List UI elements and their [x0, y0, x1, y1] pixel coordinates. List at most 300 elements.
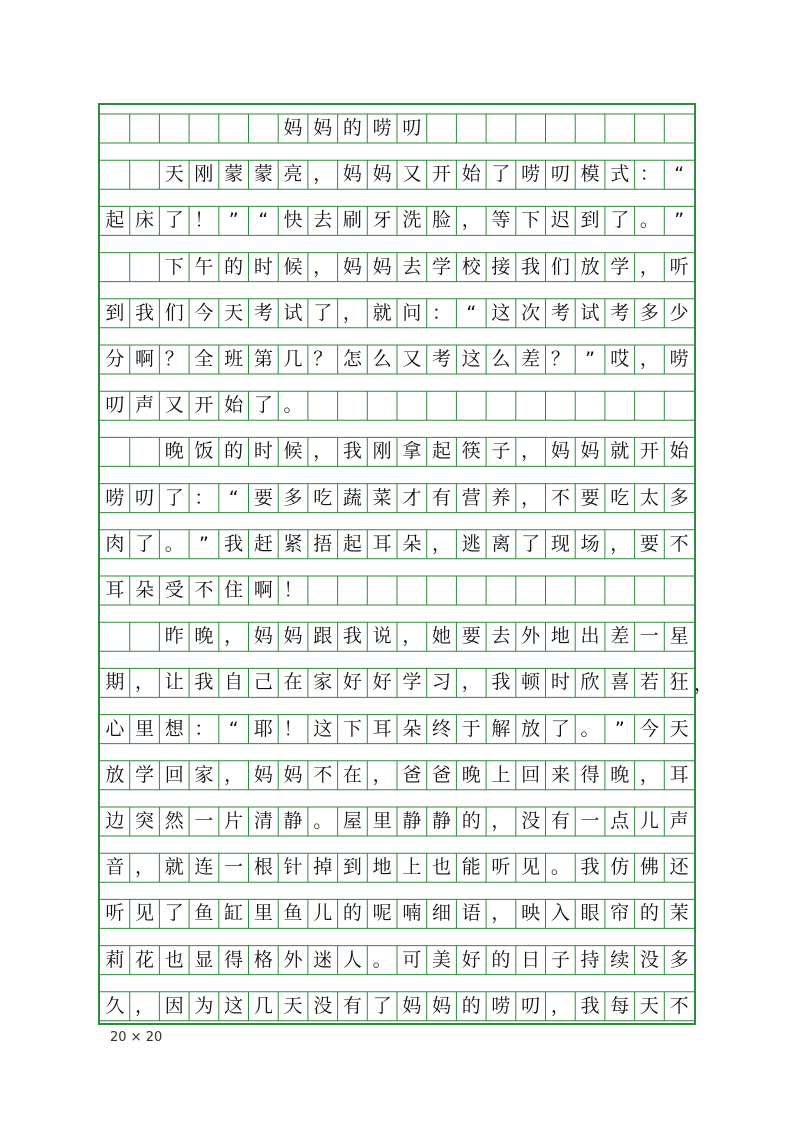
grid-cell	[427, 114, 457, 143]
grid-cell: 地	[372, 856, 392, 879]
grid-cell: 吃	[610, 486, 630, 509]
grid-cell: 习	[432, 671, 452, 694]
grid-cell: 多	[669, 948, 689, 971]
grid-cell: 久	[105, 994, 125, 1017]
grid-cell	[130, 114, 160, 143]
grid-row	[100, 114, 694, 143]
grid-cell: 叨	[521, 994, 541, 1017]
grid-cell: 拿	[402, 440, 422, 463]
grid-cell: ，	[521, 440, 541, 463]
grid-cell: 持	[580, 948, 600, 971]
grid-cell: ，	[521, 486, 541, 509]
grid-cell: “	[228, 717, 239, 740]
grid-cell: “	[228, 486, 239, 509]
grid-cell: 离	[491, 532, 511, 555]
grid-cell: 等	[491, 209, 511, 232]
grid-cell: 好	[461, 948, 481, 971]
grid-cell	[249, 114, 279, 143]
grid-cell: 声	[669, 810, 689, 832]
grid-cell: 连	[194, 856, 214, 879]
grid-cell: 妈	[432, 994, 452, 1017]
grid-cell: 妈	[283, 763, 303, 786]
grid-cell: 紧	[283, 532, 303, 555]
grid-cell: 我	[580, 856, 600, 879]
grid-cell: 受	[164, 579, 184, 601]
grid-cell: ，	[491, 810, 511, 832]
grid-cell: 喜	[610, 671, 630, 694]
grid-cell: 学	[402, 671, 422, 694]
grid-cell: 家	[313, 671, 333, 694]
grid-cell: 莉	[105, 948, 125, 971]
grid-cell: 下	[521, 209, 541, 232]
grid-cell: ？	[550, 348, 570, 370]
grid-cell: 点	[610, 810, 630, 832]
grid-cell: 。	[283, 394, 303, 417]
grid-row	[100, 437, 694, 466]
grid-cell: 去	[491, 625, 511, 648]
grid-cell: 妈	[253, 763, 273, 786]
grid-cell: 啊	[253, 579, 273, 601]
grid-cell: 叨	[402, 117, 422, 139]
grid-cell: 期	[105, 671, 125, 694]
grid-cell: 。	[372, 948, 392, 971]
grid-cell: 叨	[105, 394, 125, 417]
grid-cell: 逃	[461, 532, 481, 555]
grid-cell: 要	[639, 532, 659, 555]
grid-cell: 呢	[372, 902, 392, 925]
grid-cell: 才	[402, 486, 422, 509]
grid-cell: 妈	[372, 255, 392, 278]
grid-cell: 了	[164, 486, 184, 509]
grid-cell: 捂	[313, 532, 333, 555]
grid-cell: 朵	[402, 532, 422, 555]
grid-cell: 天	[164, 163, 184, 186]
grid-cell: ，	[461, 209, 481, 232]
grid-cell: 叨	[135, 486, 155, 509]
grid-cell	[100, 437, 130, 466]
grid-cell: 洗	[402, 209, 422, 232]
grid-cell: 声	[135, 394, 155, 417]
grid-cell: 太	[639, 486, 659, 509]
grid-cell	[100, 622, 130, 651]
grid-cell: 然	[164, 810, 184, 832]
grid-cell: 几	[283, 348, 303, 370]
grid-cell: 。	[639, 209, 659, 232]
grid-cell: 爸	[432, 763, 452, 786]
grid-cell: 我	[342, 625, 362, 648]
grid-cell: 了	[491, 163, 511, 186]
grid-cell: “	[674, 163, 685, 186]
grid-cell: 根	[253, 856, 273, 879]
grid-cell: ，	[550, 994, 570, 1017]
grid-cell: 住	[224, 579, 244, 601]
grid-cell	[130, 622, 160, 651]
grid-cell: ”	[614, 717, 625, 740]
grid-cell: 晚	[194, 625, 214, 648]
grid-cell: 我	[580, 994, 600, 1017]
grid-cell	[100, 160, 130, 189]
grid-cell: ，	[402, 625, 422, 648]
grid-cell: 映	[521, 902, 541, 925]
grid-cell: ，	[313, 255, 333, 278]
grid-cell: 又	[164, 394, 184, 417]
grid-cell: 菜	[372, 486, 392, 509]
grid-cell: 我	[521, 255, 541, 278]
grid-cell: 这	[491, 301, 511, 324]
grid-cell: 天	[224, 301, 244, 324]
grid-cell: 唠	[105, 486, 125, 509]
grid-row	[100, 853, 694, 882]
grid-cell: 在	[283, 671, 303, 694]
grid-cell: 考	[550, 301, 570, 324]
grid-cell: 音	[105, 856, 125, 879]
grid-cell: 试	[283, 301, 303, 324]
grid-cell: 开	[194, 394, 214, 417]
grid-cell: 下	[164, 255, 184, 278]
grid-cell: 场	[580, 532, 600, 555]
grid-cell: 没	[639, 948, 659, 971]
grid-cell: 现	[550, 532, 570, 555]
grid-cell: 学	[610, 255, 630, 278]
grid-cell: 听	[491, 856, 511, 879]
grid-cell: 叨	[550, 163, 570, 186]
grid-row	[100, 622, 694, 651]
grid-cell: 学	[135, 763, 155, 786]
grid-cell: 因	[164, 994, 184, 1017]
grid-cell: 蔬	[342, 486, 362, 509]
grid-row	[100, 391, 694, 420]
grid-cell: 听	[105, 902, 125, 925]
grid-cell: 唠	[521, 163, 541, 186]
grid-cell: 一	[224, 856, 244, 879]
grid-cell: 了	[550, 717, 570, 740]
grid-cell: 了	[253, 394, 273, 417]
grid-cell: 我	[342, 440, 362, 463]
grid-cell: 外	[521, 625, 541, 648]
grid-cell: 全	[194, 348, 214, 370]
grid-cell: 不	[669, 994, 689, 1017]
grid-cell: 有	[342, 994, 362, 1017]
grid-cell: 天	[639, 994, 659, 1017]
grid-cell: 让	[164, 671, 184, 694]
grid-cell: 静	[432, 810, 452, 832]
grid-cell: 的	[224, 255, 244, 278]
grid-cell: 回	[164, 763, 184, 786]
grid-cell: 晚	[461, 763, 481, 786]
grid-cell: 了	[164, 902, 184, 925]
grid-cell: 今	[639, 717, 659, 740]
grid-cell: 终	[432, 717, 452, 740]
grid-cell: 蒙	[224, 163, 244, 186]
grid-cell: ，	[639, 348, 659, 370]
grid-cell: 考	[432, 348, 452, 370]
grid-row	[100, 807, 694, 836]
grid-cell: 我	[194, 671, 214, 694]
grid-cell: 还	[669, 856, 689, 879]
grid-cell: 始	[224, 394, 244, 417]
grid-size-label: 20 × 20	[110, 1030, 163, 1045]
grid-cell: 就	[372, 301, 392, 324]
grid-cell: 晚	[164, 440, 184, 463]
grid-cell: 不	[313, 763, 333, 786]
grid-cell	[130, 160, 160, 189]
grid-cell: ”	[199, 532, 209, 555]
grid-cell: ，	[224, 625, 244, 648]
grid-cell: 来	[550, 763, 570, 786]
grid-cell: 妈	[550, 440, 570, 463]
grid-cell: 。	[580, 717, 600, 740]
grid-row	[100, 206, 694, 235]
grid-cell: 她	[432, 625, 452, 648]
grid-cell: 。	[550, 856, 570, 879]
grid-cell: ，	[224, 763, 244, 786]
grid-cell: ！	[283, 579, 303, 601]
grid-cell: 一	[639, 625, 659, 648]
grid-cell: 就	[610, 440, 630, 463]
grid-cell: 亮	[283, 163, 303, 186]
grid-cell: 鱼	[194, 902, 214, 925]
grid-cell: 牙	[372, 209, 392, 232]
grid-cell: ，	[135, 671, 155, 694]
grid-cell: 了	[164, 209, 184, 232]
grid-cell: 花	[135, 948, 155, 971]
grid-cell: 时	[550, 671, 570, 694]
grid-cell: 细	[432, 902, 452, 925]
grid-cell: 续	[610, 948, 630, 971]
grid-cell: 唠	[372, 117, 392, 139]
grid-cell: 若	[639, 671, 659, 694]
grid-cell: 人	[342, 948, 362, 971]
grid-row	[100, 668, 714, 697]
grid-cell: 去	[313, 209, 333, 232]
grid-cell: 么	[491, 348, 511, 370]
grid-cell: 饭	[194, 440, 214, 463]
grid-cell: 妈	[342, 255, 362, 278]
grid-cell: 第	[253, 348, 273, 370]
grid-cell: 下	[342, 717, 362, 740]
grid-cell: 片	[224, 810, 244, 832]
grid-cell: ：	[194, 717, 214, 740]
overflow-punctuation: ，	[694, 673, 714, 696]
grid-cell: 清	[253, 810, 273, 832]
grid-cell: ，	[372, 763, 392, 786]
grid-cell: 午	[194, 255, 214, 278]
grid-cell: 去	[402, 255, 422, 278]
grid-cell: 美	[432, 948, 452, 971]
grid-cell: 校	[461, 255, 481, 278]
grid-cell	[130, 437, 160, 466]
grid-cell: 的	[342, 902, 362, 925]
grid-cell: 语	[461, 902, 481, 925]
grid-cell: 今	[194, 301, 214, 324]
grid-cell: ：	[639, 163, 659, 186]
grid-cell: 眼	[580, 902, 600, 925]
grid-lines	[100, 105, 694, 1023]
grid-cell: 妈	[283, 117, 303, 139]
grid-cell: 要	[253, 486, 273, 509]
grid-cell: ，	[135, 856, 155, 879]
grid-cell: 唠	[491, 994, 511, 1017]
grid-cell: 哎	[610, 348, 630, 370]
grid-cell: 己	[253, 671, 273, 694]
grid-cell: 爸	[402, 763, 422, 786]
grid-cell: 得	[580, 763, 600, 786]
grid-cell: 营	[461, 486, 481, 509]
grid-cell: ：	[194, 486, 214, 509]
grid-cell: 的	[461, 994, 481, 1017]
grid-cell: 分	[105, 348, 125, 370]
grid-cell: 试	[580, 301, 600, 324]
grid-cell: 见	[521, 856, 541, 879]
grid-cell: 耳	[105, 579, 125, 601]
grid-cell: 儿	[639, 810, 659, 832]
grid-cell: 有	[550, 810, 570, 832]
grid-cell	[516, 114, 546, 143]
grid-cell: 了	[135, 532, 155, 555]
grid-cell: 茉	[669, 902, 689, 925]
grid-cell	[189, 114, 219, 143]
grid-cell: ！	[283, 717, 303, 740]
grid-cell: 突	[135, 810, 155, 832]
grid-cell: 多	[669, 486, 689, 509]
grid-cell: 差	[610, 625, 630, 648]
grid-cell: 可	[402, 948, 422, 971]
grid-cell: 们	[164, 301, 184, 324]
grid-cell: 里	[135, 717, 155, 740]
grid-cell: ：	[432, 301, 452, 324]
grid-cell: 鱼	[283, 902, 303, 925]
grid-cell: 回	[521, 763, 541, 786]
grid-cell: 刚	[372, 440, 392, 463]
grid-cell: 了	[521, 532, 541, 555]
grid-cell: 上	[402, 856, 422, 879]
grid-cell: 怎	[342, 348, 362, 370]
grid-cell: 到	[580, 209, 600, 232]
grid-cell: 式	[610, 163, 630, 186]
grid-cell: 朵	[135, 579, 155, 601]
grid-cell: 自	[224, 671, 244, 694]
grid-cell: 开	[432, 163, 452, 186]
grid-cell: 要	[580, 486, 600, 509]
grid-cell: 也	[164, 948, 184, 971]
grid-cell: 见	[135, 902, 155, 925]
grid-cell: 了	[313, 301, 333, 324]
grid-cell: 脸	[432, 209, 452, 232]
grid-cell	[546, 114, 576, 143]
grid-cell: 差	[521, 348, 541, 370]
grid-cell: 放	[105, 763, 125, 786]
grid-cell: 不	[669, 532, 689, 555]
grid-cell: 缸	[224, 902, 244, 925]
grid-cell: 妈	[313, 117, 333, 139]
grid-cell: ，	[432, 532, 452, 555]
grid-cell: 里	[372, 810, 392, 832]
grid-cell: 出	[580, 625, 600, 648]
grid-cell: 听	[669, 255, 689, 278]
grid-row	[100, 484, 694, 513]
grid-cell: 迷	[313, 948, 333, 971]
grid-cell: 放	[521, 717, 541, 740]
grid-cell: 入	[550, 902, 570, 925]
grid-cell: 学	[432, 255, 452, 278]
grid-cell: 静	[402, 810, 422, 832]
grid-cell: 一	[580, 810, 600, 832]
grid-cell: ”	[585, 348, 595, 370]
grid-cell	[130, 253, 160, 282]
grid-cell: 妈	[372, 163, 392, 186]
grid-cell: 考	[253, 301, 273, 324]
grid-cell: 欣	[580, 671, 600, 694]
grid-cell: 起	[105, 209, 125, 232]
grid-cell: 的	[491, 948, 511, 971]
grid-row	[100, 530, 694, 559]
grid-cell: 上	[491, 763, 511, 786]
grid-cell: 星	[669, 625, 689, 648]
grid-cell: 有	[432, 486, 452, 509]
grid-cell: 唠	[669, 348, 689, 370]
grid-cell: 到	[105, 301, 125, 324]
grid-cell: 于	[461, 717, 481, 740]
grid-cell: 迟	[550, 209, 570, 232]
grid-cell: ，	[610, 532, 630, 555]
grid-cell: 心	[105, 717, 125, 740]
grid-row	[100, 992, 694, 1021]
grid-cell: 耳	[372, 532, 392, 555]
grid-cell: 到	[342, 856, 362, 879]
grid-cell: 显	[194, 948, 214, 971]
grid-cell: “	[466, 301, 477, 324]
grid-cell: 家	[194, 763, 214, 786]
grid-cell: 不	[550, 486, 570, 509]
grid-cell: 起	[432, 440, 452, 463]
grid-row	[100, 946, 694, 975]
grid-cell: 也	[432, 856, 452, 879]
grid-cell: 么	[372, 348, 392, 370]
grid-cell: 每	[610, 994, 630, 1017]
grid-cell: 吃	[313, 486, 333, 509]
grid-cell: ，	[342, 301, 362, 324]
grid-cell: 这	[313, 717, 333, 740]
grid-cell: 我	[135, 301, 155, 324]
grid-row	[100, 345, 694, 374]
grid-cell: 解	[491, 717, 511, 740]
grid-cell: 地	[550, 625, 570, 648]
grid-cell: 掉	[313, 856, 333, 879]
grid-cell: 刷	[342, 209, 362, 232]
grid-cell: 没	[313, 994, 333, 1017]
grid-cell: 这	[224, 994, 244, 1017]
grid-cell: 啊	[135, 348, 155, 370]
grid-row	[100, 299, 694, 328]
grid-row	[100, 253, 694, 282]
grid-cell: 少	[669, 301, 689, 324]
grid-cell: 昨	[164, 625, 184, 648]
grid-cell	[456, 114, 486, 143]
grid-cell: 好	[372, 671, 392, 694]
grid-cell	[100, 114, 130, 143]
grid-cell: 帘	[610, 902, 630, 925]
grid-cell	[100, 253, 130, 282]
grid-cell: 妈	[580, 440, 600, 463]
grid-cell: 。	[313, 810, 333, 832]
grid-cell: 始	[669, 440, 689, 463]
grid-cell: 喃	[402, 902, 422, 925]
grid-cell	[486, 114, 516, 143]
grid-cell: ？	[313, 348, 333, 370]
grid-cell: 肉	[105, 532, 125, 555]
grid-cell: 在	[342, 763, 362, 786]
grid-cell: 说	[372, 625, 392, 648]
